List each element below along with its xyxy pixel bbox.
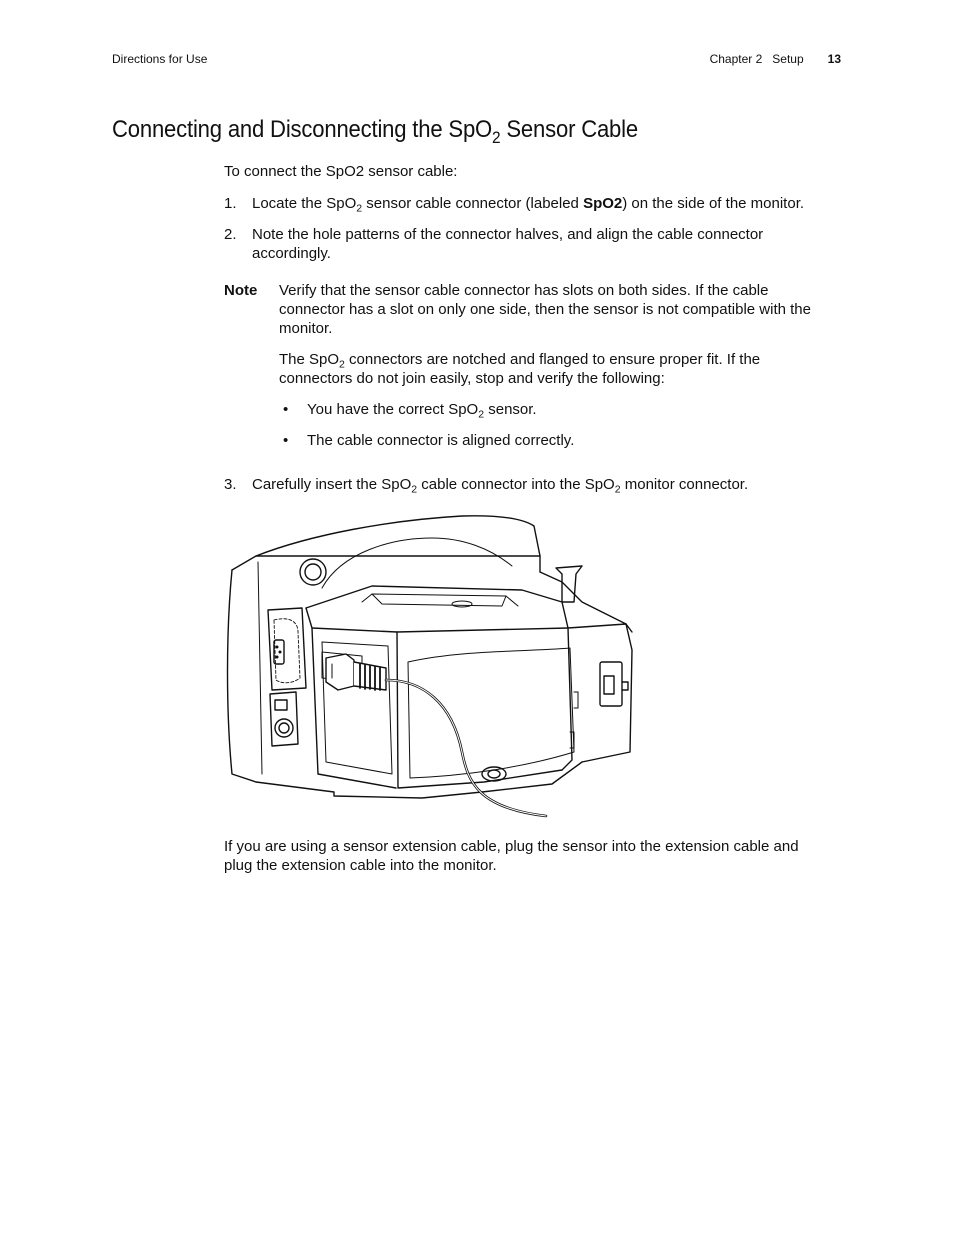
note-line-1: Verify that the sensor cable connector has slots on both sides. If the cable	[279, 282, 769, 299]
step-number: 3.	[224, 476, 237, 493]
bullet-dot: •	[283, 432, 289, 449]
running-header-left: Directions for Use	[112, 52, 208, 66]
step-3-text: Carefully insert the SpO$_2$ cable connector into the SpO$_2$ monitor connector.	[252, 476, 749, 496]
note-para-2-line-1: The SpO$_2$ connectors are notched and flanged to ensure proper fit. If the	[279, 351, 761, 371]
note-line-2: connector has a slot on only one side, then the sensor is not compatible with the	[279, 301, 811, 318]
note-label: Note	[224, 282, 258, 299]
page-number: 13	[827, 52, 841, 66]
intro-text: To connect the SpO2 sensor cable:	[224, 163, 458, 180]
step-number: 1.	[224, 195, 237, 212]
step-number: 2.	[224, 226, 237, 243]
step-2-line-1: Note the hole patterns of the connector halves, and align the cable connector	[252, 226, 764, 243]
spo2-label: SpO2	[583, 195, 623, 212]
step-1-text: Locate the SpO$_2$ sensor cable connector (labeled SpO2) on the side of the monitor.	[252, 195, 805, 215]
section-title: Connecting and Disconnecting the SpO$_2$ Sensor Cable	[112, 116, 638, 147]
bullet-dot: •	[283, 401, 289, 418]
note-para-2-line-2: connectors do not join easily, stop and verify the following:	[279, 370, 665, 387]
note-line-3: monitor.	[279, 320, 333, 337]
extension-cable-line-2: plug the extension cable into the monitor.	[224, 857, 497, 874]
step-2-line-2: accordingly.	[252, 245, 331, 262]
bullet-item: The cable connector is aligned correctly.	[307, 432, 575, 449]
running-header-right	[710, 52, 841, 66]
chapter-label: Chapter 2 Setup	[709, 52, 804, 66]
extension-cable-line-1: If you are using a sensor extension cable, plug the sensor into the extension cable and	[224, 838, 799, 855]
bullet-item: You have the correct SpO$_2$ sensor.	[307, 401, 537, 421]
monitor-illustration	[222, 512, 642, 824]
